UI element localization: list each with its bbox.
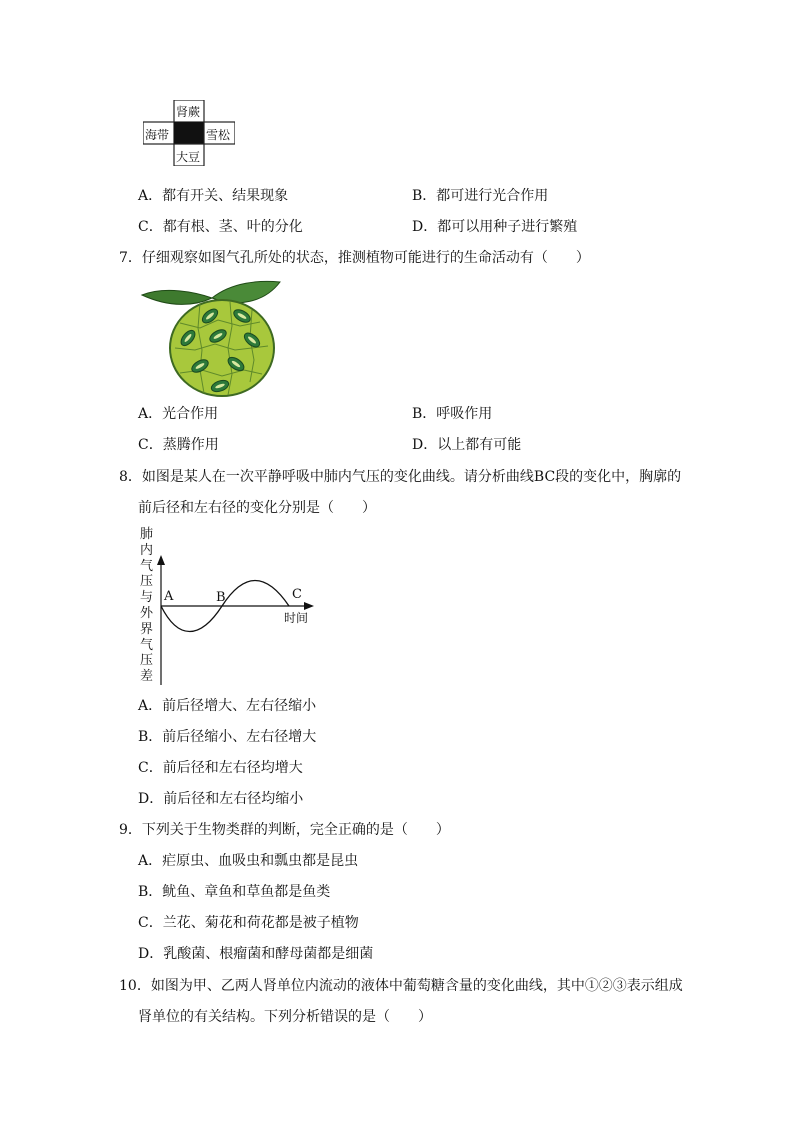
q7-option-a: A．光合作用 xyxy=(138,406,219,422)
q9-option-d: D．乳酸菌、根瘤菌和酵母菌都是细菌 xyxy=(138,946,374,962)
point-a-label: A xyxy=(164,589,174,604)
point-b-label: B xyxy=(216,590,226,605)
q6-option-b: B．都可进行光合作用 xyxy=(412,188,549,204)
q8-stem-line2: 前后径和左右径的变化分别是（ ） xyxy=(138,500,376,516)
q8-option-d: D．前后径和左右径均缩小 xyxy=(138,791,304,807)
q10-stem-line2: 肾单位的有关结构。下列分析错误的是（ ） xyxy=(138,1009,432,1025)
q6-option-a: A．都有开关、结果现象 xyxy=(138,188,289,204)
q7-option-b: B．呼吸作用 xyxy=(412,406,493,422)
q10-stem-line1: 10．如图为甲、乙两人肾单位内流动的液体中葡萄糖含量的变化曲线，其中①②③表示组成 xyxy=(119,978,683,994)
q8-option-b: B．前后径缩小、左右径增大 xyxy=(138,729,317,745)
q9-option-c: C．兰花、菊花和荷花都是被子植物 xyxy=(138,915,359,931)
q8-stem-line1: 8．如图是某人在一次平静呼吸中肺内气压的变化曲线。请分析曲线BC段的变化中，胸廓的 xyxy=(119,469,682,485)
chart-xlabel: 时间 xyxy=(284,611,309,625)
cross-bottom-label: 大豆 xyxy=(176,150,201,164)
q7-stem: 7．仔细观察如图气孔所处的状态，推测植物可能进行的生命活动有（ ） xyxy=(119,250,590,266)
q6-cross-figure xyxy=(143,100,235,166)
q7-option-c: C．蒸腾作用 xyxy=(138,437,219,453)
q8-option-a: A．前后径增大、左右径缩小 xyxy=(138,698,317,714)
chart-ylabel: 肺内气压与外界气压差 xyxy=(140,527,154,685)
pressure-curve-chart xyxy=(136,525,321,690)
cross-top-label: 肾蕨 xyxy=(176,105,201,119)
q6-option-c: C．都有根、茎、叶的分化 xyxy=(138,219,303,235)
q7-option-d: D．以上都有可能 xyxy=(412,437,522,453)
cross-right-label: 雪松 xyxy=(206,128,231,142)
point-c-label: C xyxy=(292,587,302,602)
q6-option-d: D．都可以用种子进行繁殖 xyxy=(412,219,578,235)
cross-left-label: 海带 xyxy=(145,128,170,142)
q8-pressure-chart xyxy=(136,525,321,690)
q9-option-b: B．鱿鱼、章鱼和草鱼都是鱼类 xyxy=(138,884,331,900)
q7-stomata-figure xyxy=(140,278,285,400)
q9-stem: 9．下列关于生物类群的判断，完全正确的是（ ） xyxy=(119,822,450,838)
q8-option-c: C．前后径和左右径均增大 xyxy=(138,760,303,776)
q9-option-a: A．疟原虫、血吸虫和瓢虫都是昆虫 xyxy=(138,853,359,869)
leaf-stomata-illustration xyxy=(140,278,285,400)
